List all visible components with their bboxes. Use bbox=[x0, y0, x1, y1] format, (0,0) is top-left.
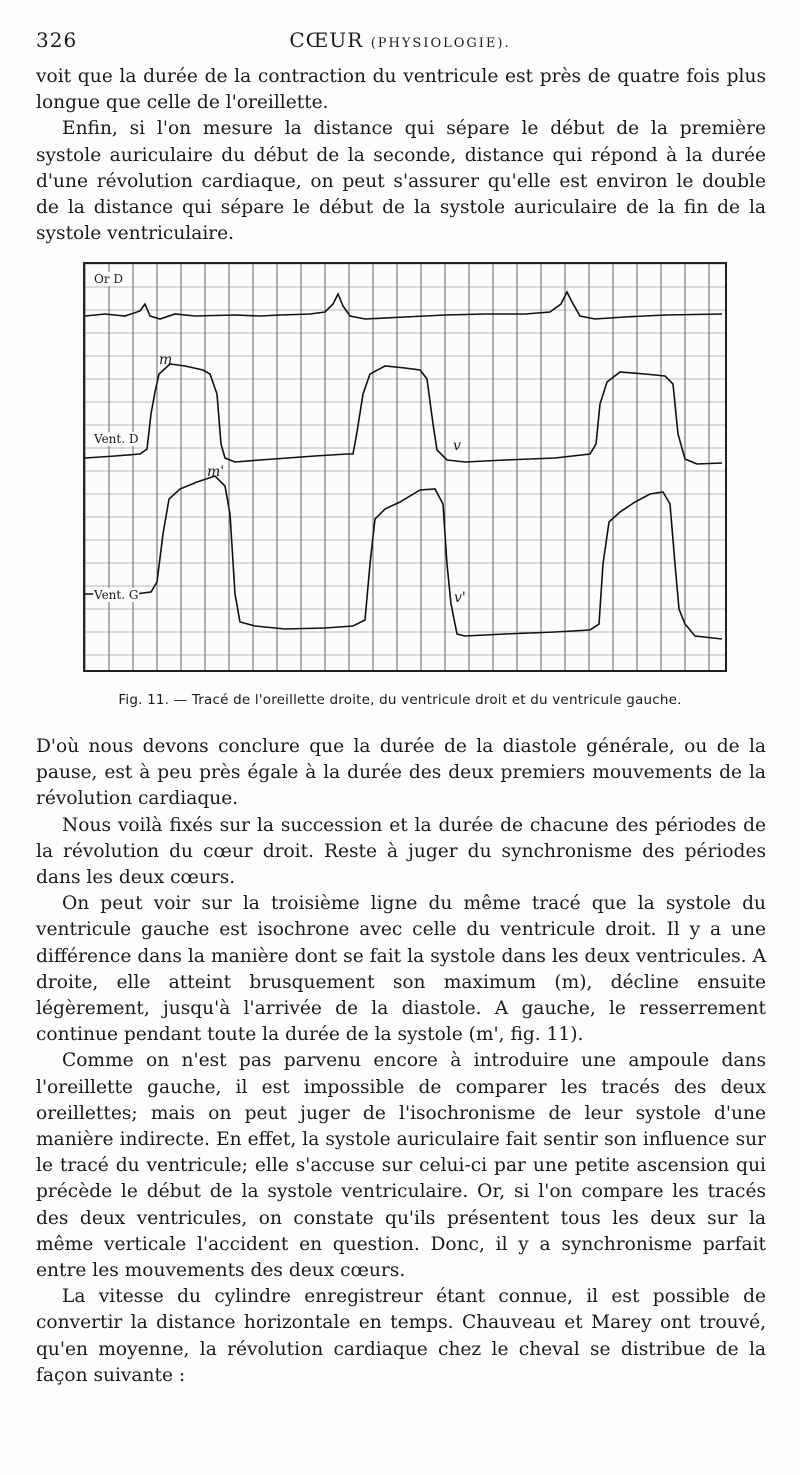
paragraph: On peut voir sur la troisième ligne du même tracé que la systole du ventricule gauche est isochrone avec celle du ventricule droit. Il y a une différence dans la manière dont se fait la systole dans les deux ventricules. A droite, elle atteint brusquement son maximum (m), décline ensuite légèrement, jusqu'à l'arrivée de la diastole. A gauche, le resserrement continue pendant toute la durée de la systole (m', fig. 11). bbox=[36, 893, 766, 1046]
mark-v: v bbox=[453, 438, 461, 454]
text-block-bottom bbox=[36, 734, 766, 1389]
paragraph: Enfin, si l'on mesure la distance qui sépare le début de la première systole auriculaire du début de la seconde, distance qui répond à la durée d'une révolution cardiaque, on peut s'assurer qu'elle est environ le double de la distance qui sépare le début de la systole auriculaire de la fin de la systole ventriculaire. bbox=[36, 118, 766, 245]
trace-graph bbox=[85, 264, 725, 670]
figure-caption: Fig. 11. — Tracé de l'oreillette droite, du ventricule droit et du ventricule gauche. bbox=[118, 692, 682, 708]
label-oreillette-droite: Or D bbox=[94, 272, 124, 286]
paragraph: D'où nous devons conclure que la durée de la diastole générale, ou de la pause, est à peu près égale à la durée des deux premiers mouvements de la révolution cardiaque. bbox=[36, 736, 766, 810]
running-title bbox=[36, 28, 764, 52]
paragraph: voit que la durée de la contraction du ventricule est près de quatre fois plus longue que celle de l'oreillette. bbox=[36, 66, 766, 114]
running-title-sub: (PHYSIOLOGIE). bbox=[370, 36, 511, 51]
label-ventricule-gauche: Vent. G bbox=[94, 588, 139, 602]
mark-v-prime: v' bbox=[454, 590, 466, 606]
mark-m: m bbox=[159, 352, 173, 368]
grid-lines bbox=[85, 264, 725, 670]
mark-m-prime: m' bbox=[207, 464, 225, 480]
label-ventricule-droit: Vent. D bbox=[94, 432, 139, 446]
paragraph: Comme on n'est pas parvenu encore à introduire une ampoule dans l'oreillette gauche, il est impossible de comparer les tracés des deux oreillettes; mais on peut juger de l'isochronisme de leur systole d'une manière indirecte. En effet, la systole auriculaire fait sentir son influence sur le tracé du ventricule; elle s'accuse sur celui-ci par une petite ascension qui précède le début de la systole ventriculaire. Or, si l'on compare les tracés des deux ventricules, on constate qu'ils présentent tous les deux sur la même verticale l'accident en question. Donc, il y a synchronisme parfait entre les mouvements des deux cœurs. bbox=[36, 1050, 766, 1282]
running-header bbox=[36, 26, 764, 56]
page-number: 326 bbox=[36, 28, 78, 52]
running-title-main: CŒUR bbox=[289, 28, 364, 52]
paragraph: Nous voilà fixés sur la succession et la durée de chacune des périodes de la révolution du cœur droit. Reste à juger du synchronisme des périodes dans les deux cœurs. bbox=[36, 814, 766, 889]
text-block-top bbox=[36, 64, 766, 247]
figure-cardiac-trace bbox=[83, 262, 727, 672]
paragraph: La vitesse du cylindre enregistreur étant connue, il est possible de convertir la distance horizontale en temps. Chauveau et Marey ont trouvé, qu'en moyenne, la révolution cardiaque chez le cheval se distribue de la façon suivante : bbox=[36, 1286, 766, 1386]
